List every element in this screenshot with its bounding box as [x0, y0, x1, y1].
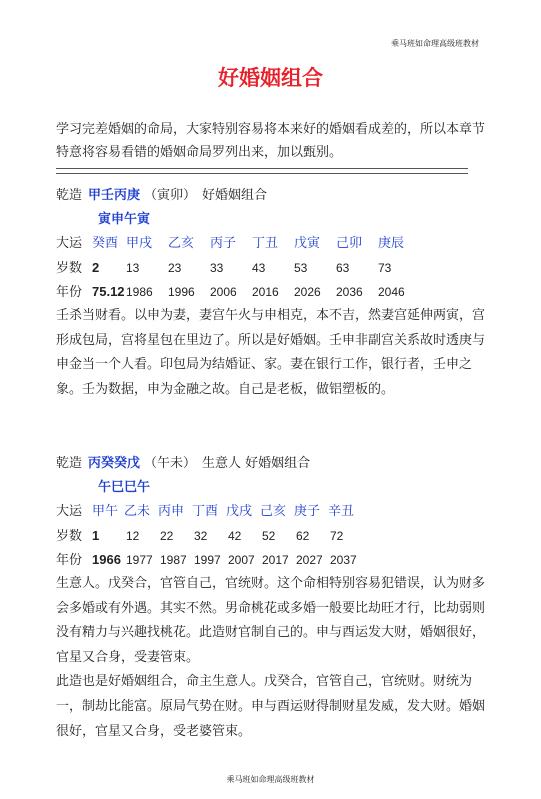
year-cell: 1987 [160, 553, 187, 567]
age-cell: 43 [252, 261, 266, 275]
page-header: 乘马班如命理高级班教材 [391, 39, 479, 48]
dayun-cell: 辛丑 [328, 504, 355, 519]
case-analysis: 此造也是好婚姻组合，命主生意人。戊癸合，官管自己，官统财。财统为一，制劫比能富。原局气势在财。申与酉运财得制财星发威，发大财。婚姻很好，官星又合身，受老婆管束。 [56, 674, 486, 739]
chart-case-2 [56, 452, 496, 744]
intro-paragraph: 学习完差婚姻的命局，大家特别容易将本来好的婚姻看成差的，所以本章节特意将容易看错的婚姻命局罗列出来，加以甄别。 [56, 122, 486, 160]
age-cell: 73 [378, 261, 392, 275]
age-cell: 12 [126, 529, 140, 543]
age-cell: 23 [168, 261, 182, 275]
case-analysis: 壬杀当财看。以申为妻，妻宫午火与申相克，本不吉，然妻宫延伸两寅，宫形成包局，宫将星包在里边了。所以是好婚姻。壬申非副宫关系故时透庚与申金当一个人看。印包局为结婚证、家。妻在银行工作，银行者，壬申之象。壬为数据，申为金融之故。自己是老板，做铝塑板的。 [56, 308, 486, 397]
year-cell: 2026 [294, 285, 321, 299]
year-row [56, 280, 496, 304]
age-label: 岁数 [56, 529, 83, 544]
age-cell: 2 [92, 260, 100, 275]
case-note: （午未） [144, 456, 197, 471]
year-cell: 1997 [194, 553, 221, 567]
dayun-cell: 甲戌 [126, 236, 153, 251]
year-row [56, 548, 496, 572]
age-cell: 72 [330, 529, 344, 543]
dayun-cell: 甲午 [92, 504, 119, 519]
year-cell: 2017 [262, 553, 289, 567]
dayun-cell: 丙申 [158, 504, 185, 519]
dayun-row [56, 232, 496, 256]
year-cell: 1996 [168, 285, 195, 299]
age-row [56, 524, 496, 548]
page-title: 好婚姻组合 [218, 66, 323, 90]
dayun-cell: 庚子 [294, 504, 321, 519]
age-cell: 32 [194, 529, 208, 543]
case-pillars-stems: 甲壬丙庚 [88, 188, 141, 203]
year-cell: 2006 [210, 285, 237, 299]
dayun-cell: 乙未 [124, 504, 151, 519]
dayun-cell: 丁酉 [192, 504, 219, 519]
dayun-cell: 己亥 [260, 504, 287, 519]
case-note: （寅卯） [144, 188, 197, 203]
year-label: 年份 [56, 285, 83, 300]
year-cell: 1966 [92, 552, 121, 567]
age-row [56, 256, 496, 280]
age-cell: 13 [126, 261, 140, 275]
year-cell: 2027 [296, 553, 323, 567]
page-footer: 乘马班如命理高级班教材 [226, 775, 315, 784]
dayun-row [56, 500, 496, 524]
dayun-cell: 庚辰 [378, 236, 405, 251]
dayun-cell: 癸酉 [92, 236, 119, 251]
age-cell: 22 [160, 529, 174, 543]
year-cell: 2016 [252, 285, 279, 299]
year-cell: 2046 [378, 285, 405, 299]
dayun-cell: 戊戌 [226, 504, 253, 519]
case-pillars-branches: 午巳巳午 [98, 480, 151, 495]
dayun-label: 大运 [56, 504, 83, 519]
case-header [56, 184, 496, 208]
age-cell: 42 [228, 529, 242, 543]
chart-case-1 [56, 184, 496, 402]
age-label: 岁数 [56, 261, 83, 276]
age-cell: 62 [296, 529, 310, 543]
year-cell: 1986 [126, 285, 153, 299]
year-cell: 2036 [336, 285, 363, 299]
case-pillars-stems: 丙癸癸戊 [88, 456, 141, 471]
dayun-label: 大运 [56, 236, 83, 251]
dayun-cell: 丁丑 [252, 236, 279, 251]
case-gender: 乾造 [56, 456, 83, 471]
section-divider [56, 168, 468, 174]
case-analysis: 生意人。戊癸合，官管自己，官统财。这个命相特别容易犯错误，认为财多会多婚或有外遇。其实不然。男命桃花或多婚一般要比劫旺才行，比劫弱则没有精力与兴趣找桃花。此造财官制自己的。申与酉运发大财，婚姻很好，官星又合身，受妻管束。 [56, 576, 486, 665]
age-cell: 52 [262, 529, 276, 543]
year-cell: 1977 [126, 553, 153, 567]
dayun-cell: 己卯 [336, 236, 363, 251]
case-header [56, 452, 496, 476]
case-gender: 乾造 [56, 188, 83, 203]
age-cell: 63 [336, 261, 350, 275]
dayun-cell: 戊寅 [294, 236, 321, 251]
case-pillars-branches: 寅申午寅 [98, 212, 151, 227]
dayun-cell: 乙亥 [168, 236, 195, 251]
case-description: 好婚姻组合 [202, 188, 268, 203]
year-cell: 2007 [228, 553, 255, 567]
age-cell: 53 [294, 261, 308, 275]
case-description: 生意人 好婚姻组合 [202, 456, 311, 471]
year-label: 年份 [56, 553, 83, 568]
year-cell: 2037 [330, 553, 357, 567]
dayun-cell: 丙子 [210, 236, 237, 251]
age-cell: 1 [92, 528, 100, 543]
age-cell: 33 [210, 261, 224, 275]
year-cell: 75.12 [92, 284, 125, 299]
